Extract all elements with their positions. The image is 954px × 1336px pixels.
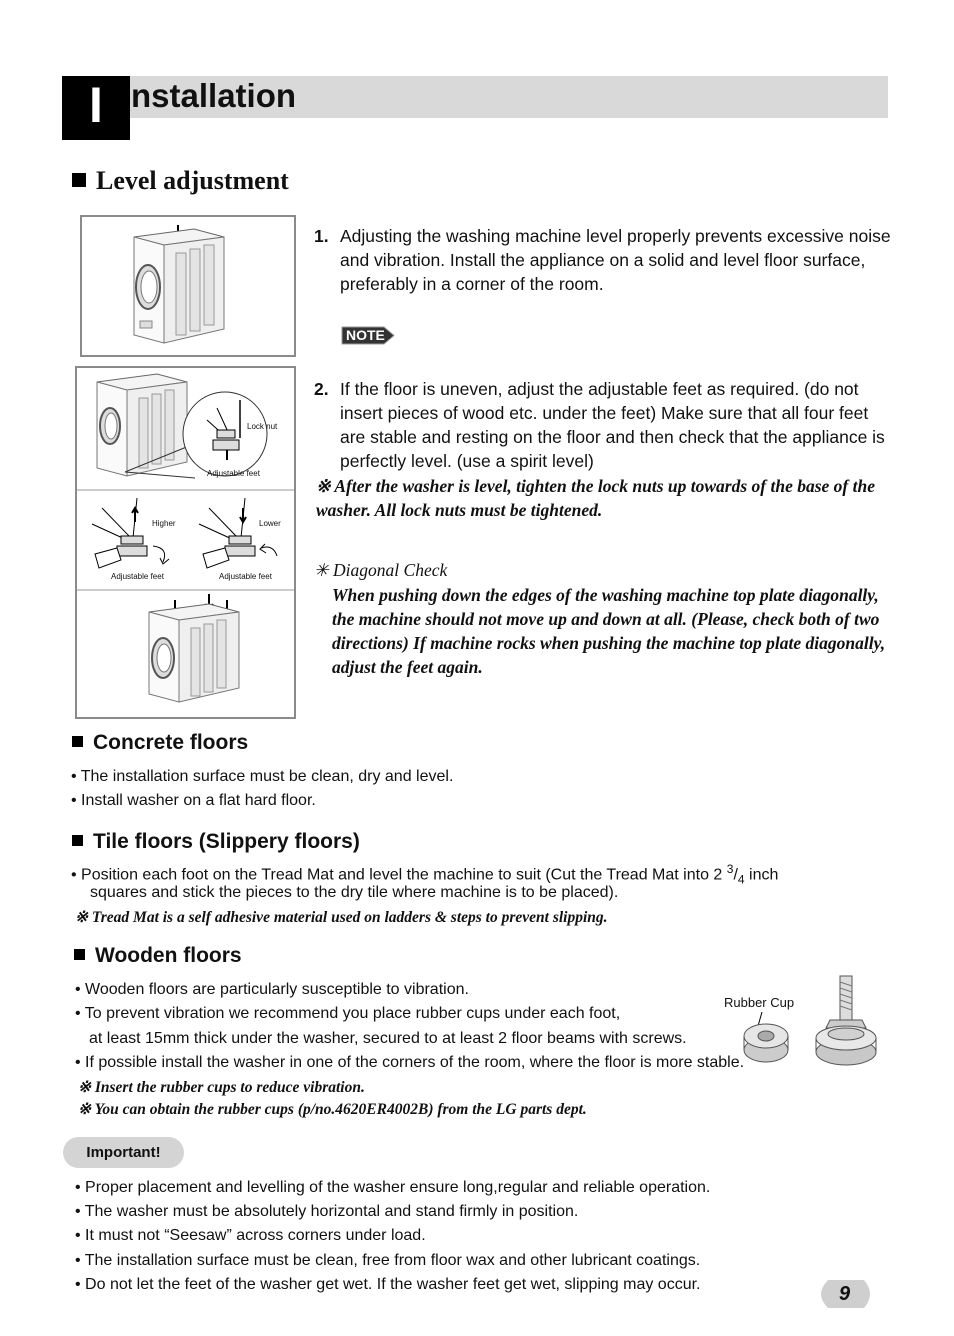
- concrete-floors-heading: Concrete floors: [72, 730, 248, 756]
- rubber-cup-note-1: ※ Insert the rubber cups to reduce vibration.: [78, 1079, 365, 1096]
- page-number: 9: [839, 1283, 851, 1305]
- tile-item-1-cont: squares and stick the pieces to the dry tile where machine is to be placed).: [90, 884, 619, 901]
- step-2-number: 2.: [314, 379, 329, 399]
- step-2: [314, 377, 904, 477]
- tile-floors-heading: Tile floors (Slippery floors): [72, 829, 360, 855]
- higher-label: Higher: [152, 519, 176, 528]
- wooden-item-3: • If possible install the washer in one of the corners of the room, where the floor is more stable.: [75, 1054, 745, 1071]
- important-item-5: • Do not let the feet of the washer get wet. If the washer feet get wet, slipping may occur.: [75, 1276, 701, 1293]
- concrete-item-2: • Install washer on a flat hard floor.: [71, 792, 316, 809]
- wooden-item-1: • Wooden floors are particularly susceptible to vibration.: [75, 981, 469, 998]
- important-item-1: • Proper placement and levelling of the washer ensure long,regular and reliable operation.: [75, 1179, 711, 1196]
- important-item-4: • The installation surface must be clean, free from floor wax and other lubricant coatings.: [75, 1252, 701, 1269]
- adjustable-feet-label-right: Adjustable feet: [219, 572, 272, 581]
- step-1-text: Adjusting the washing machine level properly prevents excessive noise and vibration. Install the appliance on a solid and level floor surface, preferably in a corner of the room.: [340, 226, 891, 294]
- concrete-item-1: • The installation surface must be clean, dry and level.: [71, 768, 454, 785]
- page-title: nstallation: [131, 77, 297, 114]
- square-bullet-icon: [74, 949, 85, 960]
- page-number-badge: [812, 1278, 878, 1310]
- step-2-text: If the floor is uneven, adjust the adjustable feet as required. (do not insert pieces of wood etc. under the feet) Make sure that all four feet are stable and resting on the floor and then check that the appliance is perfectly level. (use a spirit level): [340, 379, 885, 471]
- adjust-feet-illustration: [77, 368, 294, 717]
- wooden-item-2-cont: at least 15mm thick under the washer, secured to at least 2 floor beams with screws.: [89, 1030, 687, 1047]
- washer-illustration: [82, 217, 294, 355]
- tread-mat-note: ※ Tread Mat is a self adhesive material used on ladders & steps to prevent slipping.: [75, 909, 608, 926]
- lock-nut-note: ※ After the washer is level, tighten the lock nuts up towards of the base of the washer. All lock nuts must be tightened.: [316, 476, 875, 520]
- wooden-floors-heading: Wooden floors: [74, 943, 242, 969]
- rubber-cup-icon: [742, 972, 892, 1072]
- lock-nut-label: Lock nut: [247, 422, 278, 431]
- note-badge: [340, 325, 396, 346]
- adjustable-feet-label-left: Adjustable feet: [111, 572, 164, 581]
- note-label: NOTE: [346, 327, 385, 343]
- square-bullet-icon: [72, 835, 83, 846]
- square-bullet-icon: [72, 736, 83, 747]
- level-adjustment-heading: Level adjustment: [72, 166, 289, 196]
- figure-washer-level: [80, 215, 296, 357]
- step-1-number: 1.: [314, 226, 329, 246]
- square-bullet-icon: [72, 173, 86, 187]
- important-item-2: • The washer must be absolutely horizontal and stand firmly in position.: [75, 1203, 579, 1220]
- adjustable-feet-label: Adjustable feet: [207, 469, 260, 478]
- wooden-item-2: • To prevent vibration we recommend you place rubber cups under each foot,: [75, 1005, 621, 1022]
- lower-label: Lower: [259, 519, 281, 528]
- important-label: Important!: [63, 1137, 184, 1168]
- rubber-cup-label: Rubber Cup: [724, 995, 795, 1010]
- rubber-cup-note-2: ※ You can obtain the rubber cups (p/no.4620ER4002B) from the LG parts dept.: [78, 1101, 587, 1118]
- step-1: [314, 224, 904, 324]
- diagonal-check-text: When pushing down the edges of the washing machine top plate diagonally, the machine should not move up and down at all. (Please, check both of two directions) If machine rocks when pushing the machine top plate diagonally, adjust the feet again.: [332, 585, 886, 677]
- important-item-3: • It must not “Seesaw” across corners under load.: [75, 1227, 426, 1244]
- diagonal-check-title: ✳ Diagonal Check: [314, 560, 448, 580]
- title-initial: I: [62, 76, 130, 140]
- tile-item-1: • Position each foot on the Tread Mat and level the machine to suit (Cut the Tread Mat into 2 $^3/_4$ inch: [71, 862, 779, 887]
- figure-adjust-feet: [75, 366, 296, 719]
